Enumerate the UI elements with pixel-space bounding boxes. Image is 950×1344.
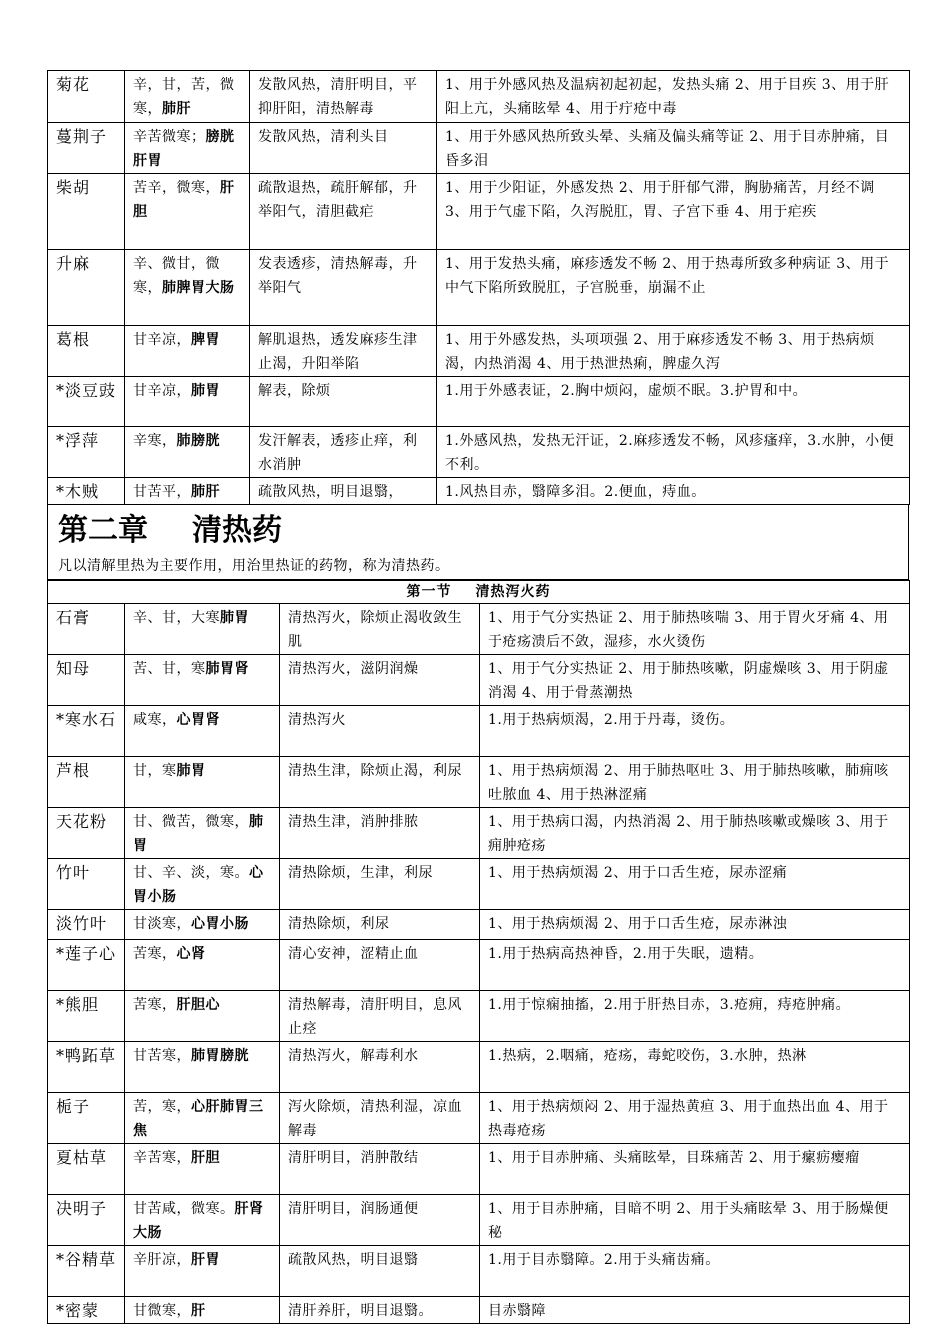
herb-nature-cell <box>125 1093 280 1144</box>
section-row <box>48 581 910 604</box>
herb-meridian: 肺胃 <box>220 610 249 626</box>
herb-meridian: 脾胃 <box>191 332 220 348</box>
herb-name: 竹叶 <box>48 859 125 910</box>
herb-meridian: 心胃肾 <box>176 712 220 728</box>
herb-nature-cell <box>125 71 250 123</box>
herb-meridian: 肺胃 <box>191 383 220 399</box>
herb-row <box>48 1144 910 1195</box>
herb-row <box>48 1246 910 1297</box>
herb-indications: 目赤翳障 <box>480 1297 910 1324</box>
herb-row <box>48 1042 910 1093</box>
herb-name: 升麻 <box>48 250 125 326</box>
herb-nature-cell <box>125 940 280 991</box>
herb-name: 葛根 <box>48 326 125 377</box>
herb-meridian: 肺肝 <box>162 101 191 117</box>
herb-nature-cell <box>125 1195 280 1246</box>
chapter-heading <box>47 505 909 553</box>
herb-effect: 清心安神，涩精止血 <box>280 940 480 991</box>
herb-indications: 1、用于热病烦渴 2、用于肺热呕吐 3、用于肺热咳嗽，肺痈咳吐脓血 4、用于热淋涩痛 <box>480 757 910 808</box>
herb-meridian: 肝 <box>191 1303 206 1319</box>
herb-row <box>48 808 910 859</box>
herb-effect: 疏散退热，疏肝解郁，升举阳气，清胆截疟 <box>250 174 437 250</box>
herb-table-2 <box>47 580 910 1324</box>
herb-nature: 苦辛，微寒， <box>133 180 220 196</box>
herb-nature: 甘、微苦，微寒， <box>133 814 249 830</box>
herb-row <box>48 250 910 326</box>
chapter-intro: 凡以清解里热为主要作用，用治里热证的药物，称为清热药。 <box>47 553 909 580</box>
herb-name: 知母 <box>48 655 125 706</box>
chapter-number: 第二章 <box>58 513 148 548</box>
herb-nature-cell <box>125 326 250 377</box>
herb-name: *熊胆 <box>48 991 125 1042</box>
herb-indications: 1.用于惊痫抽搐，2.用于肝热目赤，3.疮痈，痔疮肿痛。 <box>480 991 910 1042</box>
herb-meridian: 心肝肺胃三焦 <box>133 1099 264 1139</box>
herb-meridian: 肝胆 <box>191 1150 220 1166</box>
herb-nature-cell <box>125 1042 280 1093</box>
herb-meridian: 肝肾大肠 <box>133 1201 264 1241</box>
herb-nature: 苦寒， <box>133 946 177 962</box>
herb-indications: 1、用于目赤肿痛，目暗不明 2、用于头痛眩晕 3、用于肠燥便秘 <box>480 1195 910 1246</box>
herb-effect: 解表，除烦 <box>250 377 437 427</box>
herb-nature-cell <box>125 910 280 940</box>
herb-nature: 甘辛凉， <box>133 332 191 348</box>
herb-name: 天花粉 <box>48 808 125 859</box>
page-content <box>47 70 909 1324</box>
herb-row <box>48 757 910 808</box>
herb-table-1 <box>47 70 910 505</box>
herb-name: *鸭跖草 <box>48 1042 125 1093</box>
herb-name: 淡竹叶 <box>48 910 125 940</box>
herb-meridian: 肝胃 <box>191 1252 220 1268</box>
herb-name: *浮萍 <box>48 427 125 478</box>
section-title <box>48 581 910 604</box>
herb-row <box>48 940 910 991</box>
herb-nature-cell <box>125 123 250 174</box>
herb-meridian: 肺肝 <box>191 484 220 500</box>
herb-meridian: 膀胱肝胃 <box>133 129 235 169</box>
herb-nature-cell <box>125 757 280 808</box>
herb-indications: 1、用于热病烦渴 2、用于口舌生疮，尿赤涩痛 <box>480 859 910 910</box>
herb-name: 决明子 <box>48 1195 125 1246</box>
herb-row <box>48 991 910 1042</box>
herb-indications: 1.用于目赤翳障。2.用于头痛齿痛。 <box>480 1246 910 1297</box>
herb-effect: 清热除烦，利尿 <box>280 910 480 940</box>
herb-nature: 辛肝凉， <box>133 1252 191 1268</box>
herb-name: 芦根 <box>48 757 125 808</box>
herb-indications: 1.热病，2.咽痛，疮疡，毒蛇咬伤，3.水肿，热淋 <box>480 1042 910 1093</box>
herb-nature: 辛、微甘，微寒， <box>133 256 220 296</box>
herb-row <box>48 478 910 505</box>
herb-nature: 辛苦寒， <box>133 1150 191 1166</box>
herb-effect: 清肝养肝，明目退翳。 <box>280 1297 480 1324</box>
herb-name: *寒水石 <box>48 706 125 757</box>
herb-indications: 1、用于热病烦闷 2、用于湿热黄疸 3、用于血热出血 4、用于热毒疮疡 <box>480 1093 910 1144</box>
herb-name: 蔓荆子 <box>48 123 125 174</box>
herb-effect: 发表透疹，清热解毒，升举阳气 <box>250 250 437 326</box>
herb-indications: 1、用于热病口渴，内热消渴 2、用于肺热咳嗽或燥咳 3、用于痈肿疮疡 <box>480 808 910 859</box>
herb-row <box>48 427 910 478</box>
herb-meridian: 肺胃膀胱 <box>191 1048 249 1064</box>
herb-row <box>48 1297 910 1324</box>
herb-row <box>48 377 910 427</box>
herb-indications: 1、用于外感风热所致头晕、头痛及偏头痛等证 2、用于目赤肿痛，目昏多泪 <box>437 123 910 174</box>
herb-effect: 清热泻火，解毒利水 <box>280 1042 480 1093</box>
herb-effect: 清热泻火，滋阴润燥 <box>280 655 480 706</box>
herb-nature: 甘苦寒， <box>133 1048 191 1064</box>
herb-indications: 1、用于气分实热证 2、用于肺热咳喘 3、用于胃火牙痛 4、用于疮疡溃后不敛，湿疹，水火烫伤 <box>480 604 910 655</box>
herb-meridian: 肺脾胃大肠 <box>162 280 235 296</box>
herb-row <box>48 1195 910 1246</box>
herb-name: 石膏 <box>48 604 125 655</box>
herb-name: *木贼 <box>48 478 125 505</box>
herb-row <box>48 910 910 940</box>
herb-effect: 清肝明目，润肠通便 <box>280 1195 480 1246</box>
herb-meridian: 肺胃肾 <box>205 661 249 677</box>
section-number: 第一节 <box>406 584 452 600</box>
herb-indications: 1.外感风热，发热无汗证，2.麻疹透发不畅，风疹瘙痒，3.水肿，小便不利。 <box>437 427 910 478</box>
herb-nature-cell <box>125 174 250 250</box>
herb-meridian: 肺胃 <box>133 814 264 854</box>
herb-name: 夏枯草 <box>48 1144 125 1195</box>
herb-meridian: 肝胆 <box>133 180 235 220</box>
herb-nature: 甘、辛、淡，寒。 <box>133 865 249 881</box>
herb-nature: 辛寒， <box>133 433 177 449</box>
herb-nature-cell <box>125 808 280 859</box>
herb-row <box>48 604 910 655</box>
herb-indications: 1、用于目赤肿痛、头痛眩晕，目珠痛苦 2、用于瘰疬瘿瘤 <box>480 1144 910 1195</box>
herb-name: *淡豆豉 <box>48 377 125 427</box>
herb-indications: 1.用于热病烦渴，2.用于丹毒，烫伤。 <box>480 706 910 757</box>
herb-nature-cell <box>125 250 250 326</box>
herb-nature: 甘，寒 <box>133 763 177 779</box>
herb-table-1-body <box>48 71 910 505</box>
herb-effect: 疏散风热，明目退翳， <box>250 478 437 505</box>
herb-nature-cell <box>125 1297 280 1324</box>
herb-effect: 泻火除烦，清热利湿，凉血解毒 <box>280 1093 480 1144</box>
herb-meridian: 心胃小肠 <box>191 916 249 932</box>
herb-row <box>48 655 910 706</box>
herb-row <box>48 174 910 250</box>
herb-effect: 发汗解表，透疹止痒，利水消肿 <box>250 427 437 478</box>
herb-nature: 甘苦平， <box>133 484 191 500</box>
herb-nature-cell <box>125 859 280 910</box>
herb-name: 菊花 <box>48 71 125 123</box>
herb-nature: 甘苦咸，微寒。 <box>133 1201 235 1217</box>
herb-nature-cell <box>125 706 280 757</box>
herb-nature-cell <box>125 427 250 478</box>
herb-nature: 苦、甘，寒 <box>133 661 206 677</box>
herb-meridian: 心胃小肠 <box>133 865 264 905</box>
herb-indications: 1、用于热病烦渴 2、用于口舌生疮，尿赤淋浊 <box>480 910 910 940</box>
herb-nature: 辛、甘，大寒 <box>133 610 220 626</box>
herb-nature: 甘微寒， <box>133 1303 191 1319</box>
section-name: 清热泻火药 <box>475 584 551 600</box>
herb-name: *莲子心 <box>48 940 125 991</box>
herb-effect: 疏散风热，明目退翳 <box>280 1246 480 1297</box>
herb-name: *密蒙 <box>48 1297 125 1324</box>
herb-row <box>48 71 910 123</box>
herb-meridian: 肺胃 <box>176 763 206 779</box>
herb-meridian: 肝胆心 <box>176 997 220 1013</box>
herb-nature-cell <box>125 1144 280 1195</box>
herb-indications: 1.用于外感表证，2.胸中烦闷，虚烦不眠。3.护胃和中。 <box>437 377 910 427</box>
herb-nature: 咸寒， <box>133 712 177 728</box>
herb-effect: 清热除烦，生津，利尿 <box>280 859 480 910</box>
herb-indications: 1、用于外感风热及温病初起初起，发热头痛 2、用于目疾 3、用于肝阳上亢，头痛眩晕 4、用于疔疮中毒 <box>437 71 910 123</box>
herb-indications: 1、用于外感发热，头项项强 2、用于麻疹透发不畅 3、用于热病烦渴，内热消渴 4、用于热泄热痢，脾虚久泻 <box>437 326 910 377</box>
herb-indications: 1、用于气分实热证 2、用于肺热咳嗽，阴虚燥咳 3、用于阴虚消渴 4、用于骨蒸潮热 <box>480 655 910 706</box>
herb-name: 柴胡 <box>48 174 125 250</box>
herb-nature: 甘辛凉， <box>133 383 191 399</box>
herb-effect: 解肌退热，透发麻疹生津止渴，升阳举陷 <box>250 326 437 377</box>
herb-nature-cell <box>125 377 250 427</box>
herb-effect: 清肝明目，消肿散结 <box>280 1144 480 1195</box>
chapter-title: 清热药 <box>192 513 282 548</box>
herb-row <box>48 1093 910 1144</box>
herb-nature: 甘淡寒， <box>133 916 191 932</box>
herb-meridian: 肺膀胱 <box>176 433 220 449</box>
herb-effect: 清热泻火，除烦止渴收敛生肌 <box>280 604 480 655</box>
herb-row <box>48 706 910 757</box>
herb-nature: 苦，寒， <box>133 1099 191 1115</box>
herb-nature-cell <box>125 478 250 505</box>
herb-table-2-body <box>48 581 910 1324</box>
herb-nature-cell <box>125 655 280 706</box>
herb-effect: 清热泻火 <box>280 706 480 757</box>
herb-row <box>48 859 910 910</box>
herb-nature: 辛苦微寒； <box>133 129 206 145</box>
herb-effect: 清热生津，除烦止渴，利尿 <box>280 757 480 808</box>
herb-effect: 清热解毒，清肝明目，息风止痉 <box>280 991 480 1042</box>
herb-nature-cell <box>125 1246 280 1297</box>
herb-indications: 1、用于发热头痛，麻疹透发不畅 2、用于热毒所致多种病证 3、用于中气下陷所致脱肛，子宫脱垂，崩漏不止 <box>437 250 910 326</box>
herb-indications: 1.用于热病高热神昏，2.用于失眠，遗精。 <box>480 940 910 991</box>
herb-effect: 发散风热，清利头目 <box>250 123 437 174</box>
herb-meridian: 心肾 <box>176 946 206 962</box>
herb-nature: 苦寒， <box>133 997 177 1013</box>
herb-nature-cell <box>125 991 280 1042</box>
herb-row <box>48 326 910 377</box>
herb-name: *谷精草 <box>48 1246 125 1297</box>
herb-indications: 1、用于少阳证，外感发热 2、用于肝郁气滞，胸胁痛苦，月经不调 3、用于气虚下陷，久泻脱肛，胃、子宫下垂 4、用于疟疾 <box>437 174 910 250</box>
herb-indications: 1.风热目赤，翳障多泪。2.便血，痔血。 <box>437 478 910 505</box>
herb-name: 栀子 <box>48 1093 125 1144</box>
herb-effect: 发散风热，清肝明目，平抑肝阳，清热解毒 <box>250 71 437 123</box>
herb-row <box>48 123 910 174</box>
herb-effect: 清热生津，消肿排脓 <box>280 808 480 859</box>
herb-nature: 辛，甘，苦，微寒， <box>133 77 235 117</box>
herb-nature-cell <box>125 604 280 655</box>
